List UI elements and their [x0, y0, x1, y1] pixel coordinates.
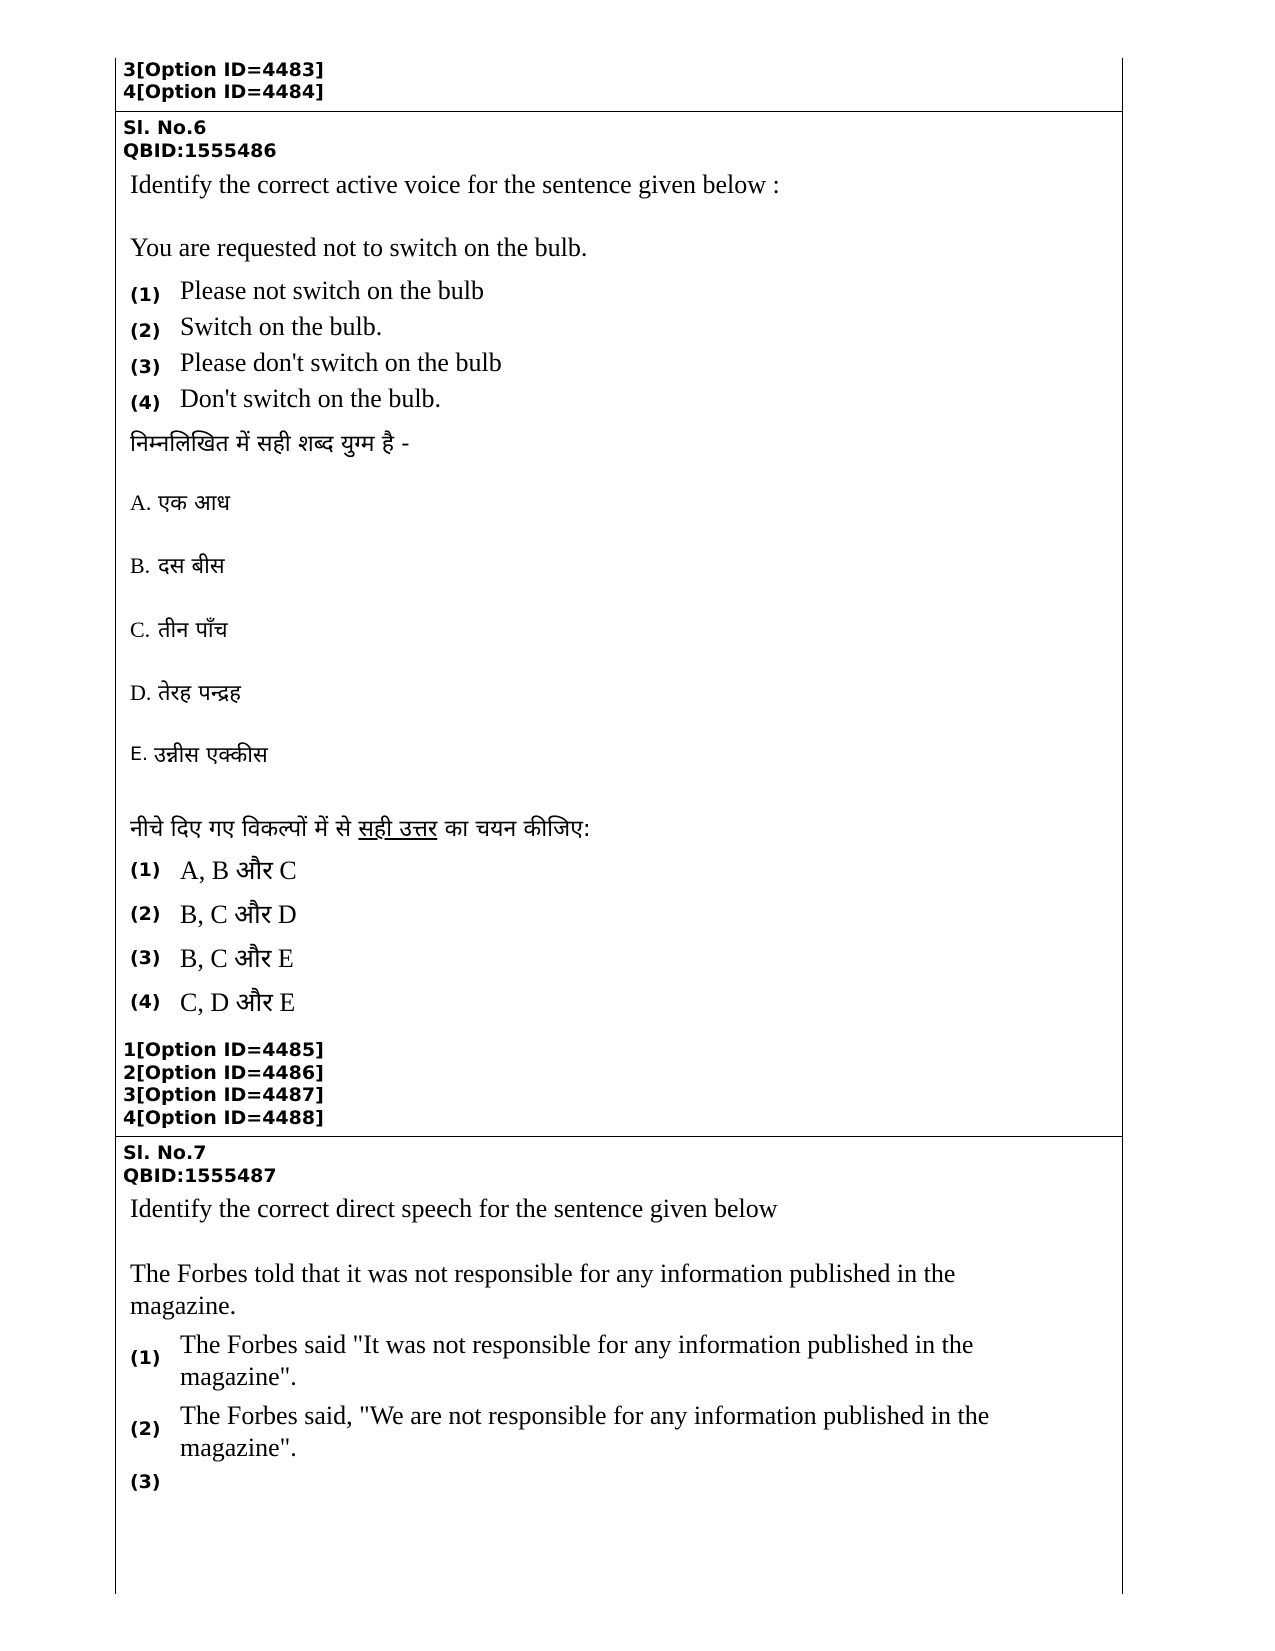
option-number: (3)	[130, 1471, 161, 1493]
option-id-line: 3[Option ID=4487]	[123, 1084, 324, 1106]
question-sentence: You are requested not to switch on the bulb.	[130, 233, 588, 262]
option-number: (1)	[130, 859, 161, 881]
question-bank-id: QBID:1555486	[123, 140, 277, 162]
instruction-underlined: सही उत्तर	[358, 816, 438, 842]
option-text: Switch on the bulb.	[180, 312, 383, 341]
item-text: दस बीस	[158, 554, 225, 579]
option-number: (3)	[130, 947, 161, 969]
divider	[115, 111, 1123, 112]
option-text: B, C और E	[180, 944, 294, 973]
option-text: The Forbes said "It was not responsible for any information published in the magazine".	[180, 1330, 974, 1391]
option-text: Don't switch on the bulb.	[180, 384, 442, 413]
item-label: D.	[130, 680, 152, 705]
option-number: (2)	[130, 320, 161, 342]
option-text: B, C और D	[180, 900, 297, 929]
item-text: एक आध	[158, 491, 231, 516]
option-number: (2)	[130, 1418, 161, 1440]
option-text: A, B और C	[180, 856, 297, 885]
item-label: E.	[130, 743, 149, 765]
question-sentence: The Forbes told that it was not responsible for any information published in the magazine.	[130, 1259, 956, 1320]
item-label: B.	[130, 553, 151, 578]
option-number: (1)	[130, 284, 161, 306]
option-text: Please don't switch on the bulb	[180, 348, 502, 377]
item-label: C.	[130, 617, 151, 642]
instruction-pre: नीचे दिए गए विकल्पों में से	[130, 816, 359, 842]
item-text: तीन पाँच	[158, 618, 228, 643]
serial-number: Sl. No.7	[123, 1142, 207, 1164]
option-text: C, D और E	[180, 988, 296, 1017]
hindi-prompt: निम्नलिखित में सही शब्द युग्म है -	[130, 431, 410, 457]
question-prompt: Identify the correct direct speech for the sentence given below	[130, 1194, 778, 1223]
item-text: उन्नीस एक्कीस	[154, 743, 268, 768]
divider	[115, 1136, 1123, 1137]
option-id-line: 2[Option ID=4486]	[123, 1062, 324, 1084]
option-text: Please not switch on the bulb	[180, 276, 485, 305]
option-id-line: 4[Option ID=4484]	[123, 81, 324, 103]
option-number: (1)	[130, 1347, 161, 1369]
option-id-line: 4[Option ID=4488]	[123, 1107, 324, 1129]
item-text: तेरह पन्द्रह	[158, 681, 241, 706]
option-number: (3)	[130, 356, 161, 378]
option-number: (2)	[130, 903, 161, 925]
option-id-line: 1[Option ID=4485]	[123, 1039, 324, 1061]
option-number: (4)	[130, 991, 161, 1013]
hindi-instruction	[130, 811, 591, 843]
option-number: (4)	[130, 392, 161, 414]
question-prompt: Identify the correct active voice for the sentence given below :	[130, 170, 780, 199]
item-label: A.	[130, 490, 152, 515]
option-id-line: 3[Option ID=4483]	[123, 59, 324, 81]
option-text: The Forbes said, "We are not responsible for any information published in the magazine".	[180, 1401, 990, 1462]
instruction-post: का चयन कीजिए:	[437, 816, 591, 842]
question-bank-id: QBID:1555487	[123, 1165, 277, 1187]
serial-number: Sl. No.6	[123, 117, 207, 139]
